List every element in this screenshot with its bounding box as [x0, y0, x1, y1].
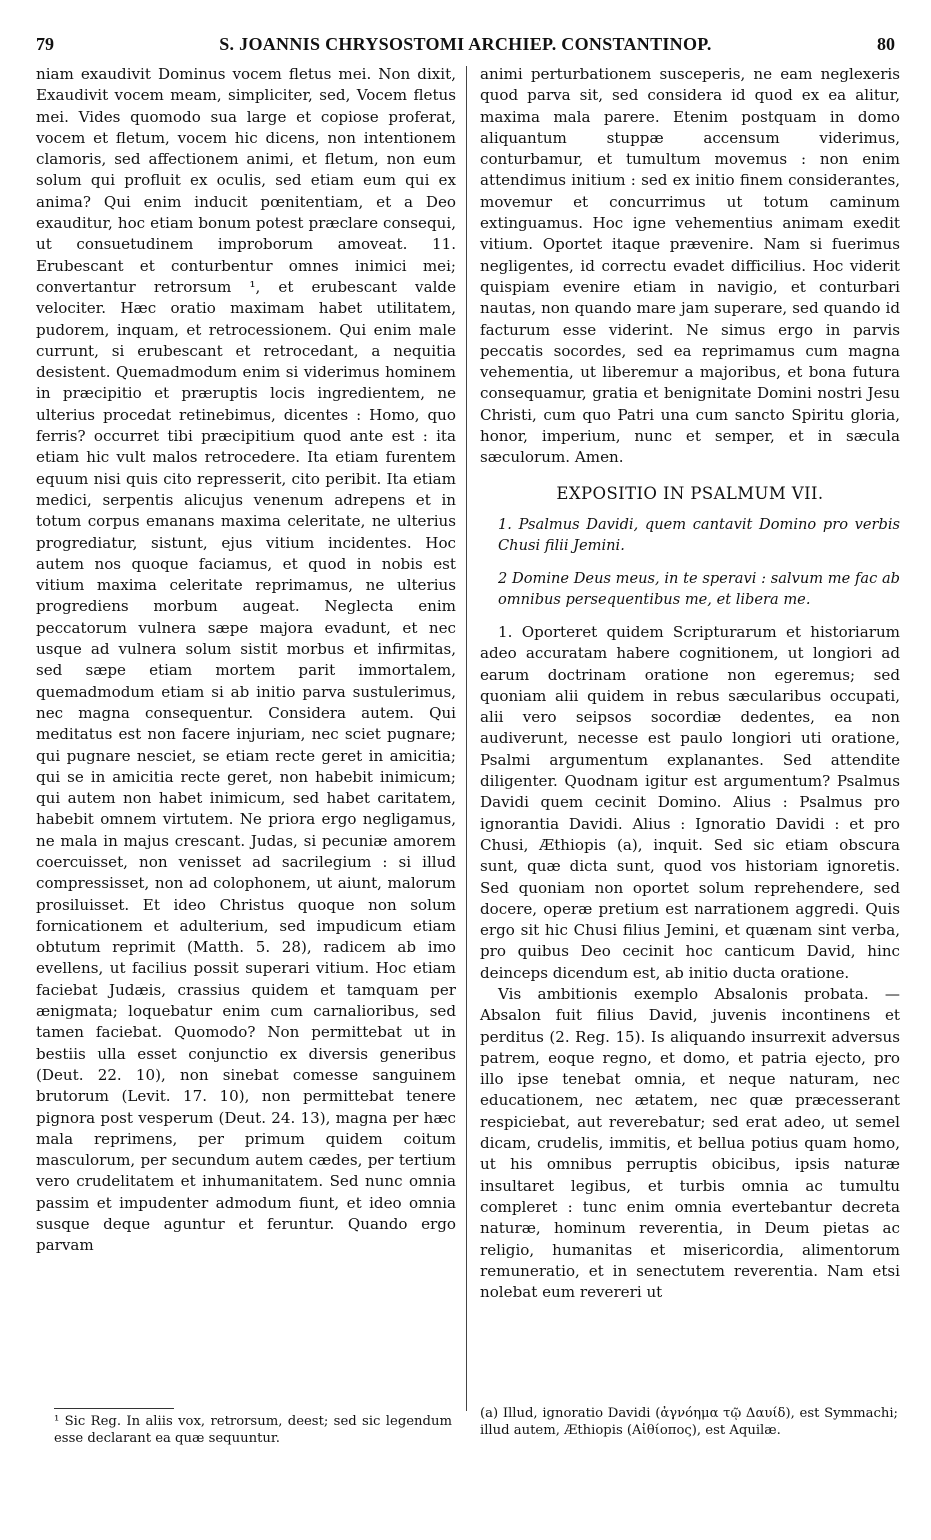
psalm-verse-2: 2 Domine Deus meus, in te speravi : salvum me fac ab omnibus persequentibus me, et libera me. — [498, 569, 900, 608]
commentary-paragraph-1: 1. Oporteret quidem Scripturarum et historiarum adeo accuratam habere cognitionem, ut longiori ad earum doctrinam oratione non egeremus; sed quoniam alii quidem in rebus sæcularibus occupati, alii vero seipsos socordiæ dedentes, ea non audiverunt, necesse est paulo longiori uti oratione, Psalmi argumentum explanantes. Sed attendite diligenter. Quodnam igitur est argumentum? Psalmus Davidi quem cecinit Domino. Alius : Psalmus pro ignorantia Davidi. Alius : Ignoratio Davidi : et pro Chusi, Æthiopis (a), inquit. Sed sic etiam obscura sunt, quæ dicta sunt, quod vos historiam ignoretis. Sed quoniam non oportet solum reprehendere, sed docere, operæ pretium est narrationem aggredi. Quis ergo sit hic Chusi filius Jemini, et quænam sint verba, pro quibus Deo cecinit hoc canticum David, hinc deinceps dicendum est, ab initio ducta oratione. — [480, 622, 900, 982]
page-number-right: 80 — [877, 34, 895, 54]
footnote-left: ¹ Sic Reg. In aliis vox, retrorsum, deest; sed sic legendum esse declarant ea quæ sequuntur. — [54, 1414, 452, 1446]
footnote-rule — [54, 1408, 174, 1409]
column-divider — [466, 66, 467, 1411]
psalm-verse-1: 1. Psalmus Davidi, quem cantavit Domino pro verbis Chusi filii Jemini. — [498, 515, 900, 554]
right-column — [480, 64, 900, 1303]
section-title: EXPOSITIO IN PSALMUM VII. — [556, 483, 824, 503]
footnote-right: (a) Illud, ignoratio Davidi (ἀγνόημα τῷ Δαυίδ), est Symmachi; illud autem, Æthiopis (Αἰθίοπος), est Aquilæ. — [480, 1406, 898, 1438]
running-header — [36, 34, 895, 60]
left-column-text: niam exaudivit Dominus vocem fletus mei. Non dixit, Exaudivit vocem meam, simpliciter, sed, Vocem fletus mei. Vides quomodo sua large et copiose proferat, vocem et fletum, vocem hic dicens, non intentionem clamoris, sed affectionem animi, et fletum, non eum solum qui profluit ex oculis, sed etiam eum qui ex anima? Qui enim inducit pœnitentiam, et a Deo exauditur, hoc etiam bonum potest præclare consequi, ut consuetudinem improborum amoveat. 11. Erubescant et conturbentur omnes inimici mei; convertantur retrorsum ¹, et erubescant valde velociter. Hæc oratio maximam habet utilitatem, pudorem, inquam, et retrocessionem. Qui enim male currunt, si erubescant et retrocedant, a nequitia desistent. Quemadmodum enim si viderimus hominem in præcipitio et præruptis locis ingredientem, ne ulterius procedat retinebimus, dicentes : Homo, quo ferris? occurret tibi præcipitium quod ante est : ita etiam hic vult malos retrocedere. Ita etiam furentem equum nisi quis cito represserit, cito peribit. Ita etiam medici, serpentis alicujus venenum adrepens et in totum corpus emanans maxima celeritate, ne ulterius progrediatur, sistunt, ejus vitium incidentes. Hoc autem nos quoque faciamus, et quod in nobis est vitium maxima celeritate reprimamus, ne ulterius progrediens morbum augeat. Neglecta enim peccatorum vulnera sæpe majora evadunt, et nec usque ad vulnera solum sistit morbus et infirmitas, sed sæpe etiam mortem parit immortalem, quemadmodum etiam si ab initio parva sustulerimus, nec magna consequentur. Considera autem. Qui meditatus est non facere injuriam, nec sciet pugnare; qui pugnare nesciet, se etiam recte geret in amicitia; qui se in amicitia recte geret, non habebit inimicum; qui autem non habet inimicum, sed habet caritatem, habebit omnem virtutem. Ne priora ergo negligamus, ne mala in majus crescant. Judas, si pecuniæ amorem coercuisset, non venisset ad sacrilegium : si illud compressisset, non ad colophonem, ut aiunt, malorum prosiluisset. Et ideo Christus quoque non solum fornicationem et adulterium, sed impudicum etiam obtutum reprimit (Matth. 5. 28), radicem ab imo evellens, ut facilius possit superari vitium. Hoc etiam faciebat Judæis, crassius quidem et tamquam per ænigmata; loquebatur enim cum carnalioribus, sed tamen faciebat. Quomodo? Non permittebat ut in bestiis ulla esset conjunctio ex diversis generibus (Deut. 22. 10), non sinebat comesse sanguinem brutorum (Levit. 17. 10), non permittebat tenere pignora post vesperum (Deut. 24. 13), magna per hæc mala reprimens, per primum quidem coitum masculorum, per secundum autem cædes, per tertium vero crudelitatem et inhumanitatem. Sed nunc omnia passim et impudenter admodum fiunt, et ideo omnia susque deque aguntur et feruntur. Quando ergo parvam — [36, 65, 456, 1255]
running-title: S. JOANNIS CHRYSOSTOMI ARCHIEP. CONSTANTINOP. — [219, 34, 712, 54]
page-number-left: 79 — [36, 34, 54, 54]
left-column — [36, 64, 456, 1257]
commentary-paragraph-2: Vis ambitionis exemplo Absalonis probata. — Absalon fuit filius David, juvenis incontinens et perditus (2. Reg. 15). Is aliquando insurrexit adversus patrem, eoque regno, et domo, et patria ejecto, pro illo ipse tenebat omnia, et neque naturam, nec educationem, nec ætatem, nec quæ præcesserant respiciebat, aut reverebatur; sed erat adeo, ut semel dicam, crudelis, immitis, et bellua potius quam homo, ut his omnibus perruptis obicibus, ipsis naturæ insultaret legibus, et turbis omnia ac tumultu compleret : tunc enim omnia evertebantur decreta naturæ, hominum reverentia, in Deum pietas ac religio, humanitas et misericordia, alimentorum remuneratio, et in senectutem reverentia. Nam etsi nolebat eum revereri ut — [480, 984, 900, 1302]
right-column-opening-text: animi perturbationem susceperis, ne eam neglexeris quod parva sit, sed considera id quod ex ea alitur, maxima mala parere. Etenim postquam in domo aliquantum stuppæ accensum viderimus, conturbamur, et tumultum movemus : non enim attendimus initium : sed ex initio finem considerantes, movemur et concurrimus ut totum caminum extinguamus. Hoc igne vehementius animam exedit vitium. Oportet itaque prævenire. Nam si fuerimus negligentes, id correctu evadet difficilius. Hoc viderit quispiam evenire etiam in navigio, et conturbari nautas, non quando mare jam superare, sed quando id facturum esse viderint. Ne simus ergo in parvis peccatis socordes, sed ea reprimamus cum magna vehementia, ut liberemur a majoribus, et bona futura consequamur, gratia et benignitate Domini nostri Jesu Christi, cum quo Patri una cum sancto Spiritu gloria, honor, imperium, nunc et semper, et in sæcula sæculorum. Amen. — [480, 65, 900, 467]
